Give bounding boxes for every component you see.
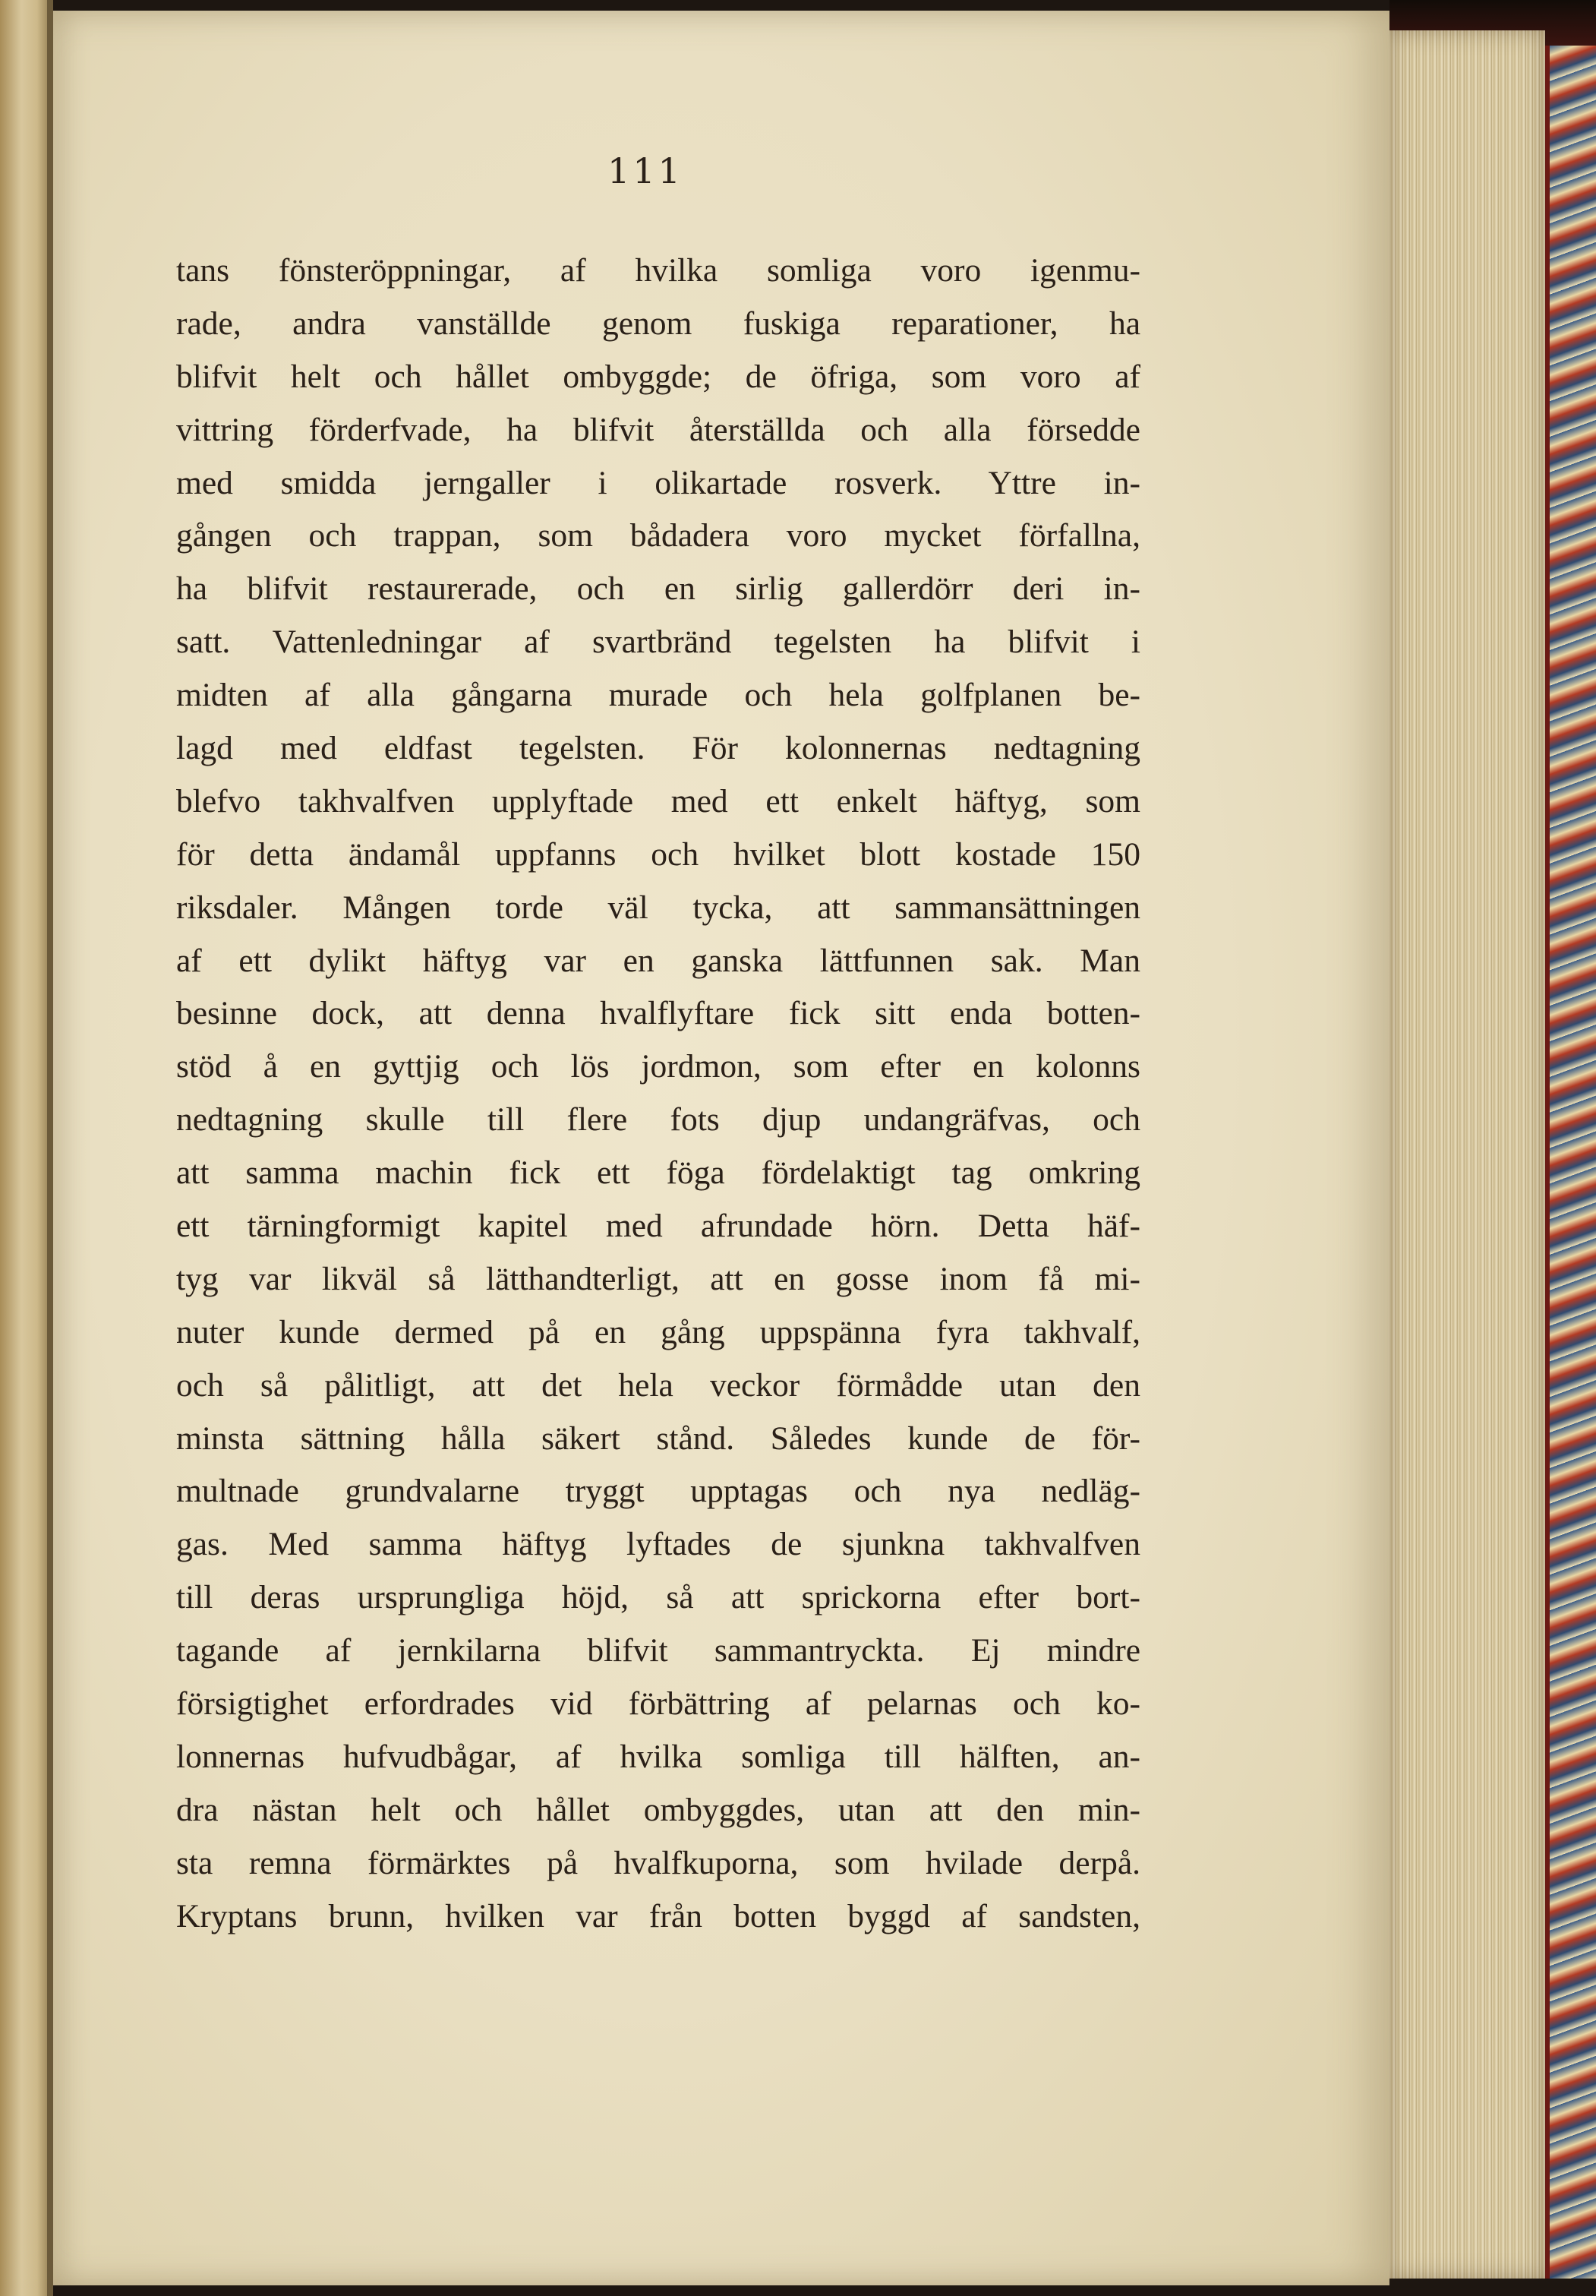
text-line: satt. Vattenledningar af svartbränd tegelsten ha blifvit i: [176, 624, 1140, 661]
text-line: sta remna förmärktes på hvalfkuporna, som hvilade derpå.: [176, 1844, 1140, 1881]
text-line: att samma machin fick ett föga fördelaktigt tag omkring: [176, 1154, 1140, 1192]
text-line: och så pålitligt, att det hela veckor förmådde utan den: [176, 1366, 1140, 1404]
body-text: [176, 245, 1140, 1944]
text-line: lagd med eldfast tegelsten. För kolonnernas nedtagning: [176, 730, 1140, 767]
text-line: försigtighet erfordrades vid förbättring af pelarnas och ko-: [176, 1685, 1140, 1723]
page-edges: [1389, 30, 1545, 2279]
page-number: 111: [607, 150, 683, 191]
text-line: vittring förderfvade, ha blifvit återställda och alla försedde: [176, 411, 1140, 448]
text-line: nedtagning skulle till flere fots djup undangräfvas, och: [176, 1101, 1140, 1139]
text-line: nuter kunde dermed på en gång uppspänna fyra takhvalf,: [176, 1313, 1140, 1350]
text-line: gången och trappan, som bådadera voro mycket förfallna,: [176, 517, 1140, 554]
facing-page-edge: [0, 0, 53, 2296]
text-line: Kryptans brunn, hvilken var från botten byggd af sandsten,: [176, 1897, 1140, 1934]
text-line: tyg var likväl så lätthandterligt, att en gosse inom få mi-: [176, 1260, 1140, 1297]
text-line: för detta ändamål uppfanns och hvilket blott kostade 150: [176, 835, 1140, 873]
text-line: ett tärningformigt kapitel med afrundade hörn. Detta häf-: [176, 1208, 1140, 1245]
text-line: ha blifvit restaurerade, och en sirlig gallerdörr deri in-: [176, 570, 1140, 608]
text-line: gas. Med samma häftyg lyftades de sjunkna takhvalfven: [176, 1526, 1140, 1563]
text-line: multnade grundvalarne tryggt upptagas och nya nedläg-: [176, 1473, 1140, 1510]
text-line: med smidda jerngaller i olikartade rosverk. Yttre in-: [176, 464, 1140, 501]
text-line: minsta sättning hålla säkert stånd. Således kunde de för-: [176, 1420, 1140, 1457]
text-line: dra nästan helt och hållet ombyggdes, utan att den min-: [176, 1791, 1140, 1828]
text-line: riksdaler. Mången torde väl tycka, att sammansättningen: [176, 889, 1140, 926]
text-line: blifvit helt och hållet ombyggde; de öfriga, som voro af: [176, 358, 1140, 395]
text-line: rade, andra vanställde genom fuskiga reparationer, ha: [176, 305, 1140, 342]
text-line: af ett dylikt häftyg var en ganska lättfunnen sak. Man: [176, 942, 1140, 979]
text-line: tans fönsteröppningar, af hvilka somliga voro igenmu-: [176, 252, 1140, 289]
text-line: blefvo takhvalfven upplyftade med ett enkelt häftyg, som: [176, 782, 1140, 820]
text-line: tagande af jernkilarna blifvit sammantryckta. Ej mindre: [176, 1632, 1140, 1669]
text-line: lonnernas hufvudbågar, af hvilka somliga till hälften, an-: [176, 1738, 1140, 1775]
text-line: midten af alla gångarna murade och hela golfplanen be-: [176, 677, 1140, 714]
text-line: besinne dock, att denna hvalflyftare fick sitt enda botten-: [176, 995, 1140, 1032]
text-line: till deras ursprungliga höjd, så att sprickorna efter bort-: [176, 1579, 1140, 1616]
text-line: stöd å en gyttjig och lös jordmon, som efter en kolonns: [176, 1048, 1140, 1085]
marbled-cover: [1545, 46, 1596, 2279]
